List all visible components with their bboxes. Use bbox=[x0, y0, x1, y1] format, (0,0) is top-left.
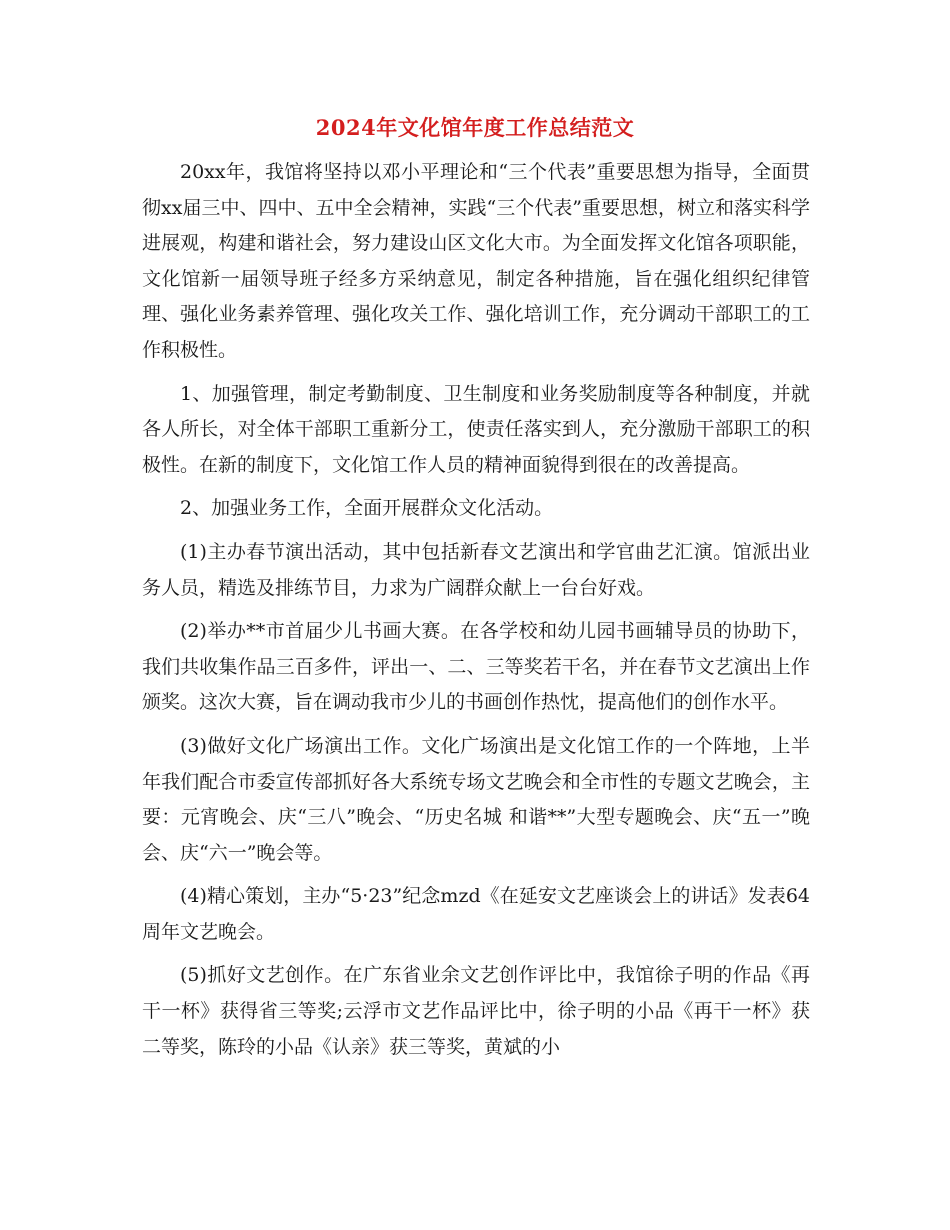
paragraph-subitem-2: (2)举办**市首届少儿书画大赛。在各学校和幼儿园书画辅导员的协助下，我们共收集作品三百多件，评出一、二、三等奖若干名，并在春节文艺演出上作颁奖。这次大赛，旨在调动我市少儿的书画创作热忱，提高他们的创作水平。 bbox=[142, 620, 810, 714]
paragraph-intro: 20xx年，我馆将坚持以邓小平理论和“三个代表”重要思想为指导，全面贯彻xx届三中、四中、五中全会精神，实践“三个代表”重要思想，树立和落实科学进展观，构建和谐社会，努力建设山区文化大市。为全面发挥文化馆各项职能，文化馆新一届领导班子经多方采纳意见，制定各种措施，旨在强化组织纪律管理、强化业务素养管理、强化攻关工作、强化培训工作，充分调动干部职工的工作积极性。 bbox=[142, 161, 810, 361]
paragraph-item-2: 2、加强业务工作，全面开展群众文化活动。 bbox=[180, 497, 554, 520]
paragraph-subitem-3: (3)做好文化广场演出工作。文化广场演出是文化馆工作的一个阵地，上半年我们配合市委宣传部抓好各大系统专场文艺晚会和全市性的专题文艺晚会，主要：元宵晚会、庆“三八”晚会、“历史名城 和谐**”大型专题晚会、庆“五一”晚会、庆“六一”晚会等。 bbox=[142, 734, 810, 864]
paragraph-subitem-4: (4)精心策划，主办“5·23”纪念mzd《在延安文艺座谈会上的讲话》发表64周年文艺晚会。 bbox=[142, 885, 810, 943]
document-body bbox=[142, 155, 810, 1073]
paragraph-subitem-1: (1)主办春节演出活动，其中包括新春文艺演出和学官曲艺汇演。馆派出业务人员，精选及排练节目，力求为广阔群众献上一台台好戏。 bbox=[142, 540, 810, 599]
paragraph-item-1: 1、加强管理，制定考勤制度、卫生制度和业务奖励制度等各种制度，并就各人所长，对全体干部职工重新分工，使责任落实到人，充分激励干部职工的积极性。在新的制度下，文化馆工作人员的精神面貌得到很在的改善提高。 bbox=[142, 382, 810, 476]
paragraph-subitem-5: (5)抓好文艺创作。在广东省业余文艺创作评比中，我馆徐子明的作品《再干一杯》获得省三等奖;云浮市文艺作品评比中，徐子明的小品《再干一杯》获二等奖，陈玲的小品《认亲》获三等奖，黄斌的小 bbox=[142, 964, 810, 1058]
document-title: 2024年文化馆年度工作总结范文 bbox=[315, 115, 635, 140]
